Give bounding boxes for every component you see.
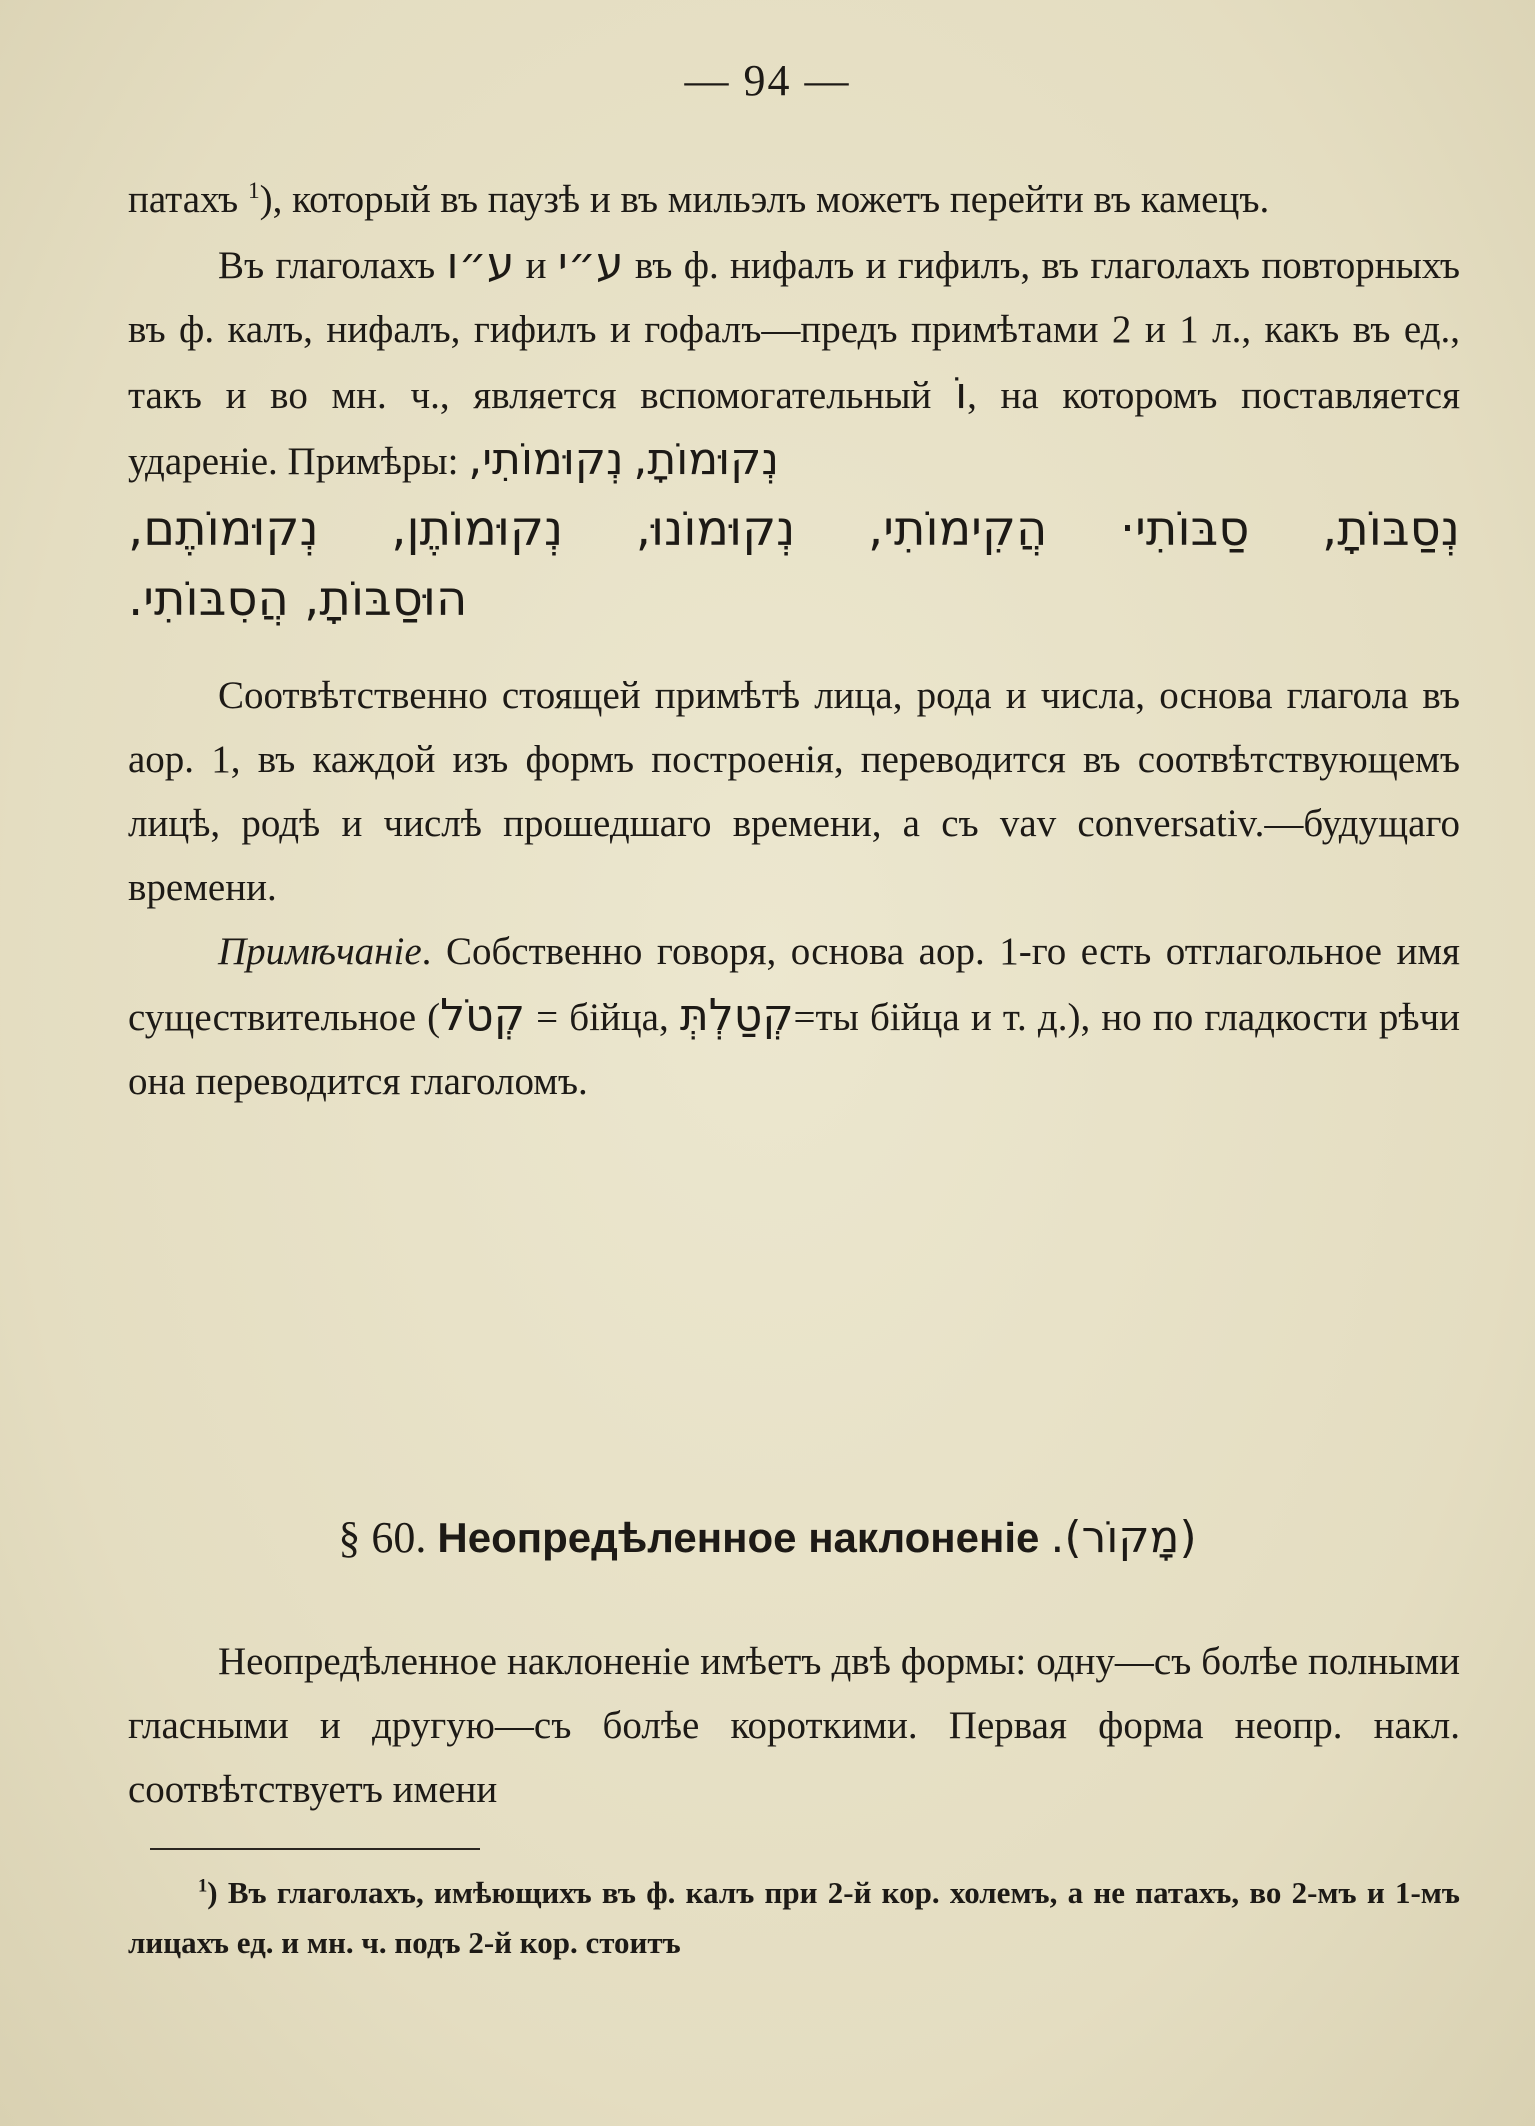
section-heading (0, 1512, 1535, 1563)
p2-text-3: въ ф. нифалъ и гифилъ, въ глаголахъ повторныхъ въ ф. калъ, нифалъ, гифилъ и гофалъ—предъ примѣтами 2 и 1 л., какъ въ ед., такъ и во мн. ч., является вспомогательный (128, 244, 1460, 417)
hebrew-qatalt: קְטַלְתְּ (679, 990, 794, 1041)
paragraph-1-text: патахъ (128, 178, 248, 221)
hebrew-examples-row-3: הוּסַבּוֹתָ, הֲסִבּוֹתִי. (128, 571, 468, 627)
paragraph-4 (128, 920, 1460, 1114)
footnote-text: ) Въ глаголахъ, имѣющихъ въ ф. калъ при 2-й кор. холемъ, а не патахъ, во 2-мъ и 1-мъ лицахъ ед. и мн. ч. подъ 2-й кор. стоитъ (128, 1875, 1460, 1960)
p4-text-3: =ты бійца и т. д.), но по гладкости рѣчи она переводится глаголомъ. (128, 996, 1460, 1103)
paragraph-5: Неопредѣленное наклоненіе имѣетъ двѣ формы: одну—съ болѣе полными гласными и другую—съ болѣе короткими. Первая форма неопр. накл. соотвѣтствуетъ имени (128, 1640, 1460, 1811)
section-title: Неопредѣленное наклоненіе (437, 1514, 1040, 1561)
section-hebrew-term: (מָקוֹר). (1050, 1512, 1197, 1563)
hebrew-example-1: נְקוּמוֹתִי, (468, 434, 624, 485)
hebrew-qetol: קְטֹל (440, 990, 525, 1041)
note-label: Примѣчаніе (218, 930, 422, 973)
p2-text-1: Въ глаголахъ (218, 244, 447, 287)
footnote-divider (150, 1848, 480, 1850)
text-block-bottom (128, 1630, 1460, 1822)
p2-text-2: и (514, 244, 558, 287)
hebrew-example-2: נְקוּמוֹתָ, (633, 434, 780, 485)
paragraph-3: Соотвѣтственно стоящей примѣтѣ лица, рода и числа, основа глагола въ аор. 1, въ каждой изъ формъ построенія, переводится въ соотвѣтствующемъ лицѣ, родѣ и числѣ прошедшаго времени, а съ vav conversativ.—будущаго времени. (128, 674, 1460, 909)
section-number: § 60. (338, 1513, 427, 1562)
hebrew-examples-row-2: נְסַבּוֹתָ, סַבּוֹתִי· הֲקִימוֹתִי, נְקוּמוֹנוּ, נְקוּמוֹתֶן, נְקוּמוֹתֶם, (128, 501, 1460, 557)
page-number: — 94 — (684, 56, 851, 105)
footnote-ref[interactable]: 1 (247, 178, 260, 204)
hebrew-ayin-vav: ע״ו (446, 238, 515, 289)
paragraph-1 (128, 168, 1460, 232)
text-block-top (128, 168, 1460, 1114)
p2-text-4: , на которомъ поставляется удареніе. Примѣры: (128, 374, 1461, 483)
hebrew-ayin-yod: ע״י (557, 238, 624, 289)
p4-text-2: = бійца, (524, 996, 680, 1039)
p4-text-1: . Собственно говоря, основа аор. 1-го есть отглагольное имя существительное ( (128, 930, 1460, 1039)
footnote (128, 1868, 1460, 1968)
hebrew-vav-holam: וֹ (955, 368, 968, 419)
paragraph-2 (128, 232, 1460, 494)
footnote-marker: 1 (198, 1875, 208, 1897)
paragraph-1-text-cont: ), который въ паузѣ и въ мильэлъ можетъ перейти въ камецъ. (259, 178, 1270, 221)
